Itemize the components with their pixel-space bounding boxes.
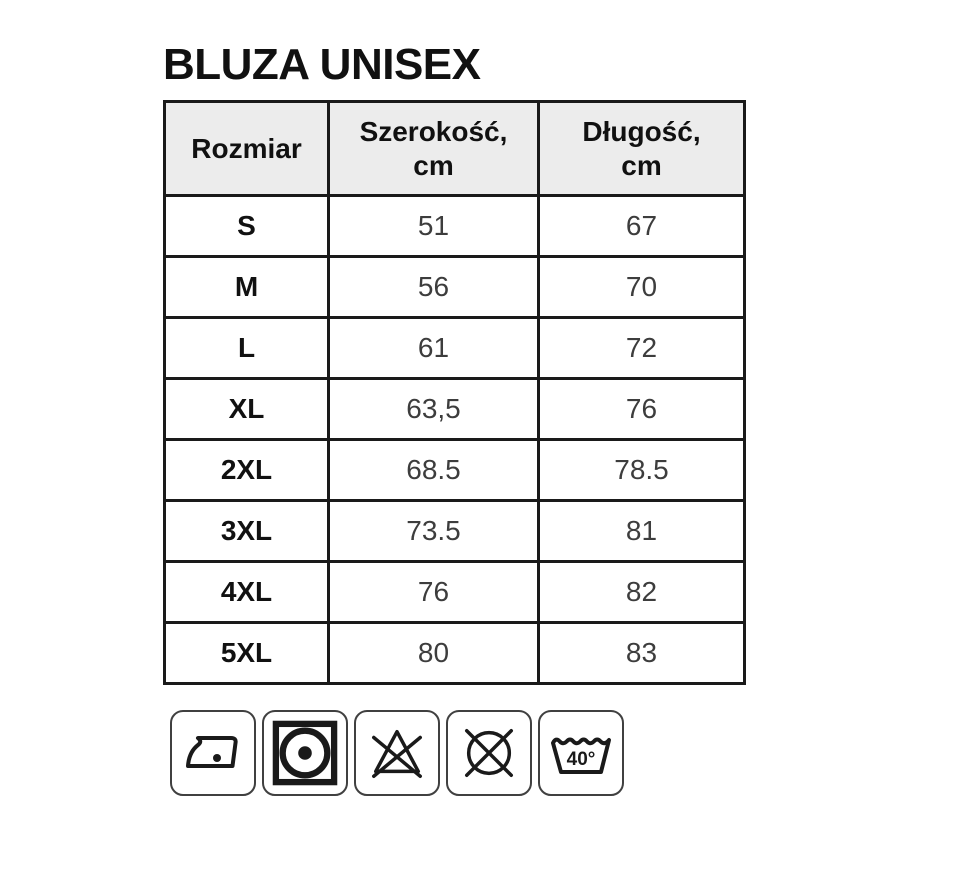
length-value: 67 <box>539 196 745 257</box>
size-label: M <box>165 257 329 318</box>
table-row <box>165 562 745 623</box>
width-value: 73.5 <box>329 501 539 562</box>
width-value: 80 <box>329 623 539 684</box>
wash-temperature-label: 40° <box>566 749 596 770</box>
wash-40-icon <box>538 710 624 796</box>
tumble-dry-icon <box>262 710 348 796</box>
header-szerokosc <box>329 102 539 196</box>
width-value: 76 <box>329 562 539 623</box>
do-not-dry-clean-icon <box>446 710 532 796</box>
width-value: 56 <box>329 257 539 318</box>
size-label: L <box>165 318 329 379</box>
length-value: 78.5 <box>539 440 745 501</box>
table-row <box>165 257 745 318</box>
header-rozmiar-label: Rozmiar <box>191 132 302 164</box>
do-not-bleach-icon <box>354 710 440 796</box>
size-table <box>163 100 746 685</box>
length-value: 72 <box>539 318 745 379</box>
header-rozmiar <box>165 102 329 196</box>
length-value: 83 <box>539 623 745 684</box>
header-szerokosc-label: Szerokość, <box>359 115 508 147</box>
width-value: 63,5 <box>329 379 539 440</box>
size-label: 2XL <box>165 440 329 501</box>
table-header-row <box>165 102 745 196</box>
length-value: 82 <box>539 562 745 623</box>
size-label: 5XL <box>165 623 329 684</box>
width-value: 61 <box>329 318 539 379</box>
table-row <box>165 318 745 379</box>
table-row <box>165 196 745 257</box>
width-value: 51 <box>329 196 539 257</box>
header-dlugosc <box>539 102 745 196</box>
width-value: 68.5 <box>329 440 539 501</box>
table-row <box>165 379 745 440</box>
size-label: S <box>165 196 329 257</box>
size-label: 4XL <box>165 562 329 623</box>
table-row <box>165 501 745 562</box>
page-title: BLUZA UNISEX <box>163 40 481 89</box>
header-dlugosc-unit: cm <box>621 149 662 181</box>
size-label: 3XL <box>165 501 329 562</box>
size-label: XL <box>165 379 329 440</box>
length-value: 81 <box>539 501 745 562</box>
care-symbols-row <box>170 710 624 796</box>
header-szerokosc-unit: cm <box>413 149 454 181</box>
iron-icon <box>170 710 256 796</box>
table-row <box>165 623 745 684</box>
table-row <box>165 440 745 501</box>
header-dlugosc-label: Długość, <box>582 115 701 147</box>
length-value: 70 <box>539 257 745 318</box>
length-value: 76 <box>539 379 745 440</box>
